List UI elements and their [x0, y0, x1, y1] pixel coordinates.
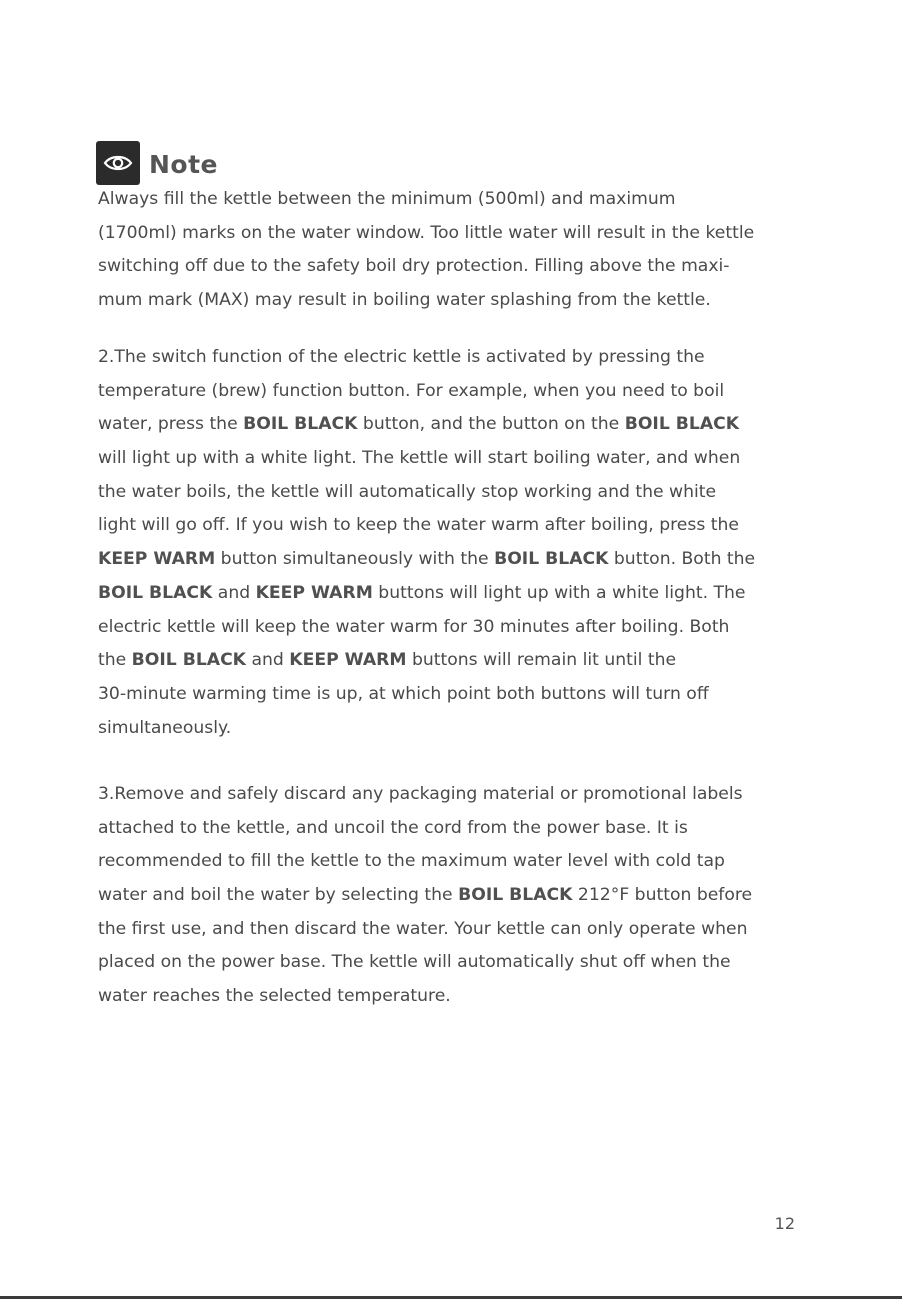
- step-2-paragraph: [98, 341, 812, 745]
- keep-warm-label: KEEP WARM: [98, 549, 216, 570]
- step-2-line: electric kettle will keep the water warm for 30 minutes after boiling. Both: [98, 616, 730, 637]
- step-3-line: attached to the kettle, and uncoil the cord from the power base. It is: [98, 817, 688, 838]
- text-run: buttons will light up with a white light. The: [372, 582, 746, 603]
- step-2-line: simultaneously.: [98, 717, 232, 738]
- text-run: the: [98, 650, 132, 671]
- keep-warm-label: KEEP WARM: [289, 650, 407, 671]
- step-3-paragraph: [98, 778, 812, 1014]
- step-3-line: the first use, and then discard the water. Your kettle can only operate when: [98, 918, 748, 939]
- boil-black-label: BOIL BLACK: [243, 414, 358, 435]
- step-3-line: placed on the power base. The kettle will automatically shut off when the: [98, 952, 731, 973]
- step-2-line: will light up with a white light. The kettle will start boiling water, and when: [98, 448, 741, 469]
- note-title: Note: [149, 150, 219, 179]
- step-2-line: [98, 408, 812, 442]
- step-3-line: water reaches the selected temperature.: [98, 986, 451, 1007]
- boil-black-label: BOIL BLACK: [131, 650, 247, 671]
- text-run: and: [246, 650, 290, 671]
- step-2-line: [98, 543, 812, 577]
- step-2-line: temperature (brew) function button. For example, when you need to boil: [98, 380, 725, 401]
- step-2-line: the water boils, the kettle will automatically stop working and the white: [98, 481, 717, 502]
- keep-warm-label: KEEP WARM: [255, 582, 373, 603]
- step-3-line: recommended to fill the kettle to the maximum water level with cold tap: [98, 851, 725, 872]
- boil-black-label: BOIL BLACK: [624, 414, 740, 435]
- note-paragraph: [98, 183, 812, 318]
- eye-icon: [96, 141, 140, 185]
- text-run: buttons will remain lit until the: [406, 650, 677, 671]
- boil-black-label: BOIL BLACK: [494, 549, 609, 570]
- boil-black-label: BOIL BLACK: [98, 582, 213, 603]
- note-line: switching off due to the safety boil dry protection. Filling above the maxi-: [98, 256, 730, 277]
- step-3-line: 3.Remove and safely discard any packaging material or promotional labels: [98, 784, 743, 804]
- text-run: button. Both the: [608, 549, 756, 570]
- text-run: button simultaneously with the: [215, 549, 495, 570]
- text-run: 212°F button before: [572, 885, 753, 906]
- text-run: water and boil the water by selecting the: [98, 885, 459, 906]
- text-run: and: [212, 582, 256, 603]
- step-2-line: 30-minute warming time is up, at which point both buttons will turn off: [98, 683, 709, 704]
- text-run: button, and the button on the: [357, 414, 625, 435]
- note-line: Always fill the kettle between the minimum (500ml) and maximum: [98, 189, 676, 209]
- step-2-line: [98, 577, 812, 611]
- step-2-line: light will go off. If you wish to keep the water warm after boiling, press the: [98, 515, 739, 536]
- note-line: mum mark (MAX) may result in boiling water splashing from the kettle.: [98, 290, 711, 311]
- text-run: water, press the: [98, 414, 244, 435]
- page-number: 12: [774, 1214, 795, 1233]
- step-3-line: [98, 879, 812, 913]
- note-header: [96, 141, 218, 185]
- note-line: (1700ml) marks on the water window. Too little water will result in the kettle: [98, 222, 755, 243]
- step-2-line: [98, 644, 812, 678]
- boil-black-label: BOIL BLACK: [458, 885, 573, 906]
- step-2-line: 2.The switch function of the electric kettle is activated by pressing the: [98, 347, 705, 367]
